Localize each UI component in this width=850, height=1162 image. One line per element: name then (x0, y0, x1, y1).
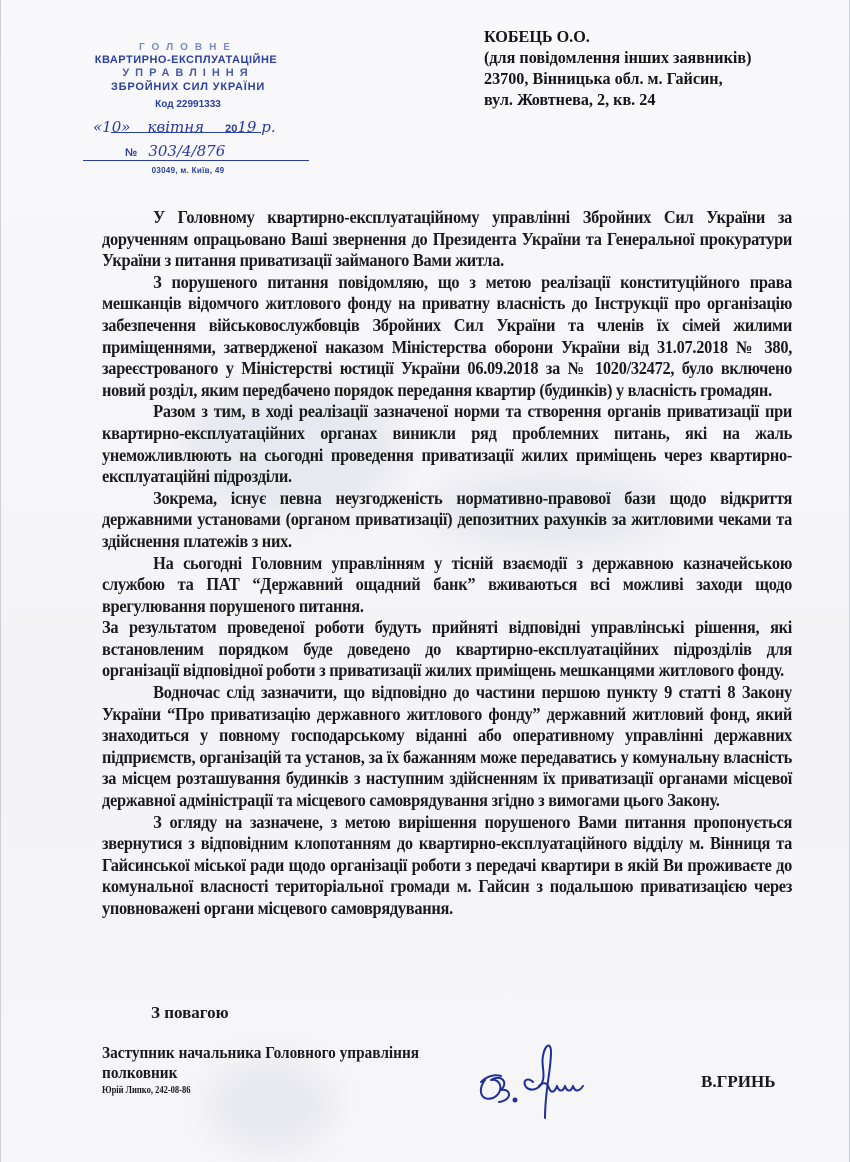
addressee-street: вул. Жовтнева, 2, кв. 24 (484, 90, 656, 109)
stamp-line-3: УПРАВЛІННЯ (122, 67, 254, 79)
body-paragraph: Разом з тим, в ході реалізації зазначеної норми та створення органів приватизації при квартирно-експлуатаційних органах виникли ряд проблемних питань, які на жаль унеможливлюють на сьогодні проведення приватизації жилих приміщень через квартирно-експлуатаційні підрозділи. (102, 401, 793, 487)
position-rank: полковник (102, 1063, 178, 1082)
stamp-date-underline (111, 132, 261, 133)
executor-contact: Юрій Липко, 242-08-86 (102, 1085, 191, 1096)
position-title: Заступник начальника Головного управління (102, 1043, 420, 1062)
stamp-address: 03049, м. Київ, 49 (151, 166, 225, 175)
stamp-code: Код 22991333 (155, 99, 221, 110)
stamp-number (63, 142, 313, 162)
body-paragraph: З порушеного питання повідомляю, що з метою реалізації конституційного права мешканців відомчого житлового фонду на приватну власність до Інструкції про організацію забезпечення військовослужбовців Збройних Сил України та членів їх сімей жилими приміщеннями, затвердженої наказом Міністерства оборони України від 31.07.2018 № 380, зареєстрованого у Міністерстві юстиції України 06.09.2018 за № 1020/32472, було включено новий розділ, яким передбачено порядок передання квартир (будинків) у власність громадян. (102, 271, 793, 400)
stamp-date-month: квітня (147, 118, 205, 136)
body-paragraph: У Головному квартирно-експлуатаційному управлінні Збройних Сил України за дорученням опрацьовано Ваші звернення до Президента України та Генеральної прокуратури України з питання приватизації займаного Вами житла. (102, 207, 793, 271)
stamp-date-day: «10» (93, 118, 131, 136)
stamp-line-1: ГОЛОВНЕ (139, 42, 237, 53)
addressee-city: 23700, Вінницька обл. м. Гайсин, (484, 69, 723, 88)
stamp-date-year-suffix: 19 р. (237, 118, 276, 136)
letter-body (102, 207, 792, 920)
stamp-number-underline (83, 160, 309, 161)
stamp-date (63, 118, 313, 136)
signature-graphic (471, 1030, 611, 1120)
signer-position (102, 1043, 419, 1083)
body-paragraph: Зокрема, існує певна неузгодженість нормативно-правової бази щодо відкриття державними установами (органом приватизації) депозитних рахунків за житловими чеками та здійснення платежів з них. (102, 487, 793, 551)
stamp-date-year-prefix: 20 (225, 123, 238, 135)
stamp-line-4: ЗБРОЙНИХ СИЛ УКРАЇНИ (110, 81, 266, 93)
registration-stamp (63, 42, 313, 175)
body-paragraph: Водночас слід зазначити, що відповідно до частини першою пункту 9 статті 8 Закону України “Про приватизацію державного житлового фонду” державний житловий фонд, який знаходиться у повному господарському віданні або оперативному управлінні державних підприємств, організацій та установ, за їх бажанням може передаватись у комунальну власність за місцем розташування будинків з наступним здійсненням їх приватизації органами місцевої державної адміністрації та місцевого самоврядування згідно з вимогами цього Закону. (102, 682, 793, 811)
closing-salutation: З повагою (151, 1003, 229, 1022)
stamp-number-value: 303/4/876 (148, 142, 226, 160)
stamp-line-2: КВАРТИРНО-ЕКСПЛУАТАЦІЙНЕ (94, 54, 278, 66)
body-paragraph: З огляду на зазначене, з метою вирішення порушеного Вами питання пропонується звернутися з відповідним клопотанням до квартирно-експлуатаційного відділу м. Вінниця та Гайсинської міської ради щодо організації роботи з передачі квартири в якій Ви проживаєте до комунальної власності територіальної громади м. Гайсин з подальшою приватизацією через уповноважені органи місцевого самоврядування. (102, 811, 793, 918)
body-paragraph: На сьогодні Головним управлінням у тісній взаємодії з державною казначейською службою та ПАТ “Державний ощадний банк” вживаються всі можливі заходи щодо врегулювання порушеного питання. (102, 552, 793, 616)
addressee-name: КОБЕЦЬ О.О. (484, 27, 590, 46)
signer-name: В.ГРИНЬ (701, 1072, 776, 1091)
addressee-block (484, 26, 751, 110)
addressee-note: (для повідомлення інших заявників) (484, 48, 752, 67)
handwritten-signature (471, 1030, 611, 1120)
body-paragraph: За результатом проведеної роботи будуть прийняті відповідні управлінські рішення, які встановленим порядком буде доведено до квартирно-експлуатаційних підрозділів для організації відповідної роботи з приватизації жилих приміщень мешканцями житлового фонду. (102, 617, 793, 681)
stamp-number-prefix: № (125, 147, 138, 159)
